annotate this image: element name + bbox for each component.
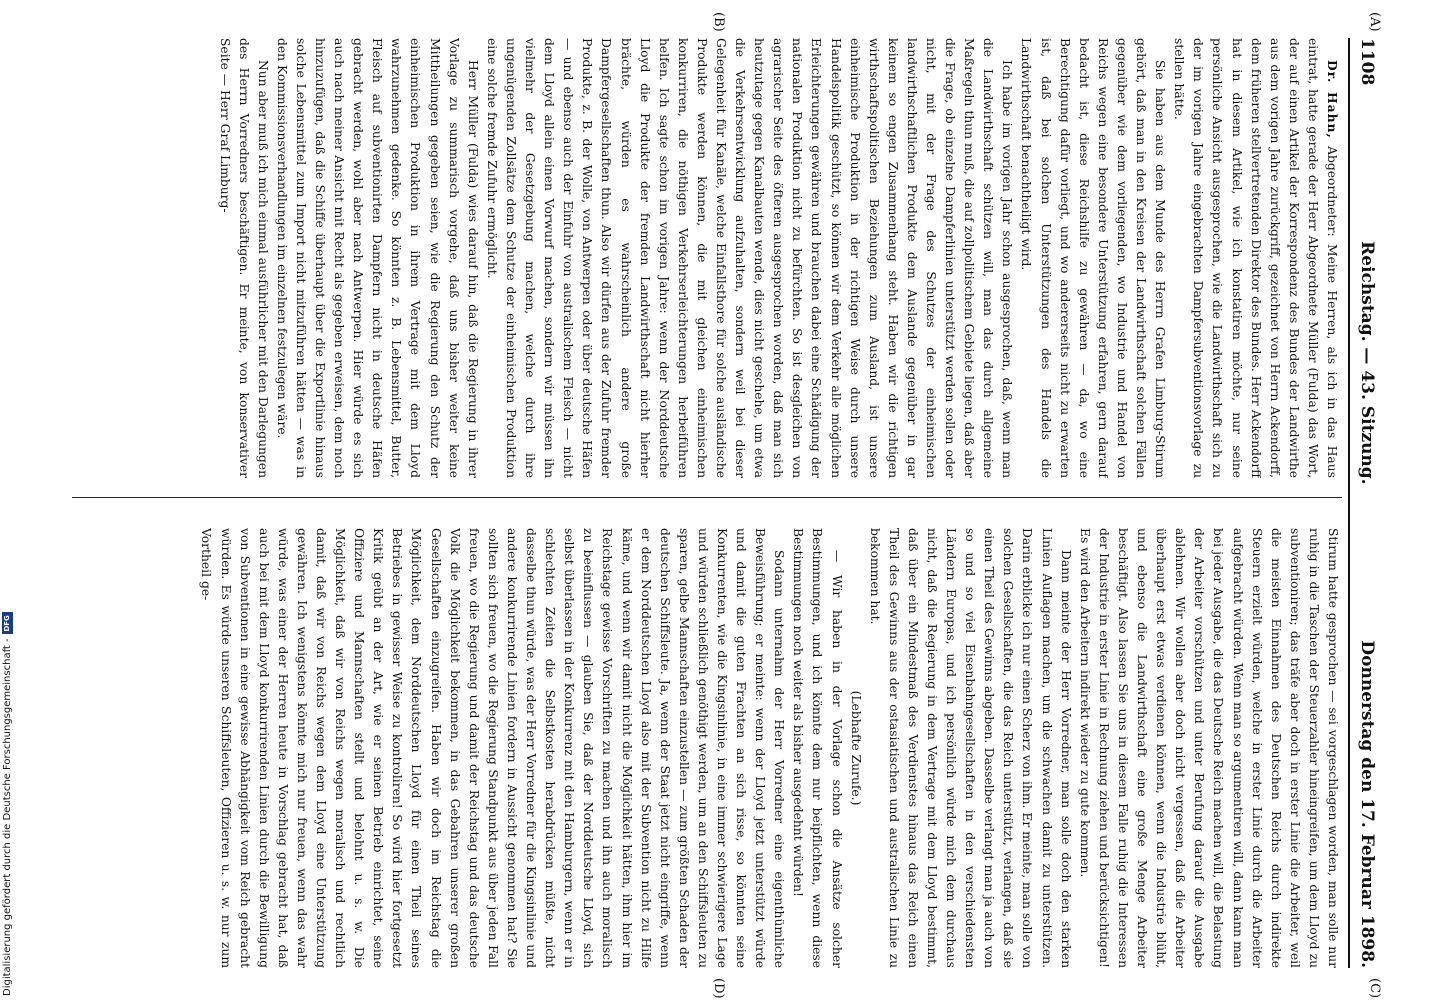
page-number: 1108 [1357, 38, 1377, 86]
margin-marker-a: (A) [1367, 12, 1382, 32]
digitization-note-text: Digitalisierung gefördert durch die Deutsche Forschungsgemeinschaft - [2, 638, 13, 996]
header-rule [1348, 38, 1350, 968]
paragraph: Herr Müller (Fulda) wies darauf hin, daß die Regierung in ihrer Vorlage zu summarisch vorgehe, daß uns bisher weiter keine Mittheilungen gegeben seien, wie die Regierung den Schutz der einheimischen Produktion in ihrem Vertrage mit dem Lloyd wahrzunehmen gedenke. So könnten z. B. Lebensmittel, Butter, Fleisch auf subventionirten Dampfern nicht in deutsche Häfen gebracht werden, wohl aber nach Antwerpen. Hier würde es sich auch nach meiner Ansicht mit Recht als gegeben erweisen, dem noch hinzuzufügen, daß die Schiffe überhaupt über die Exportlinie hinaus solche Lebensmittel zum Import nicht mitzuführen hätten — was in den Kommissionsverhandlungen im einzelnen festzulegen wäre. [274, 38, 480, 478]
paragraph: Stirum hatte gesprochen — sei vorgeschlagen worden, man solle nur ruhig in die Taschen der Steuerzahler hineingreifen, um dem Lloyd zu subventioniren; das träfe aber doch in erster Linie die Arbeiter, weil die meisten Einnahmen des Deutschen Reichs durch indirekte Steuern erzielt würden, welche in erster Linie durch die Arbeiter aufgebracht würden. Wenn man so argumentiren will, dann kann man bei jeder Ausgabe, die das Deutsche Reich machen will, die Belastung der Arbeiter vorschützen und unter Berufung darauf die Ausgabe ablehnen. Wir wollen aber doch nicht vergessen, daß die Arbeiter überhaupt erst etwas verdienen können, wenn die Industrie blüht, und ebenso die Landwirthschaft eine große Menge Arbeiter beschäftigt. Also lassen Sie uns in diesem Falle ruhig die Interessen der Industrie in erster Linie in Rechnung ziehen und berücksichtigen! Es wird den Arbeitern indirekt wieder zu gute kommen. [1077, 528, 1340, 968]
paragraph: Ich habe im vorigen Jahr schon ausgesprochen, daß, wenn man die Landwirthschaft schützen will, man das durch allgemeine Maßregeln thun muß, die auf zollpolitischem Gebiete liegen, daß aber die Frage, ob einzelne Dampferlinien unterstützt werden sollen oder nicht, mit der Frage des Schutzes der einheimischen landwirthschaftlichen Produkte dem Auslande gegenüber in gar keinem so engen Zusammenhang steht. Haben wir die richtigen wirthschaftspolitischen Beziehungen zum Ausland, ist unsere einheimische Produktion in der richtigen Weise durch unsere Handelspolitik geschützt, so können wir dem Verkehr alle möglichen Erleichterungen gewähren und brauchen dabei eine Schädigung der nationalen Produktion nicht zu befürchten. So ist desgleichen von agrarischer Seite des öfteren ausgesprochen worden, daß man sich heutzutage gegen Kanalbauten wende, dies nicht geschehe, um etwa die Verkehrsentwicklung aufzuhalten, sondern weil bei dieser Gelegenheit für Kanäle, welche Einfallsthore für solche ausländische Produkte werden können, die mit gleichen einheimischen konkurriren, die nöthigen Verkehrserleichterungen herbeiführen helfen. Ich sagte schon im vorigen Jahre: wenn der Norddeutsche Lloyd die Produkte der fremden Landwirthschaft nicht hierher brächte, würden es wahrscheinlich andere große Dampfergesellschaften thun. Also wir dürfen aus der Zufuhr fremder Produkte, z. B. der Wolle, von Antwerpen oder über deutsche Häfen — und ebenso auch der Einfuhr von australischem Fleisch — nicht dem Lloyd allein einen Vorwurf machen, sondern wir müssen ihn vielmehr der Gesetzgebung machen, welche durch ihre ungenügenden Zollsätze dem Schutze der einheimischen Produktion eine solche fremde Zufuhr ermöglicht. [484, 38, 1015, 478]
paragraph: Sie haben aus dem Munde des Herrn Grafen Limburg-Stirum gehört, daß man in den Kreisen der Landwirthschaft solchen Fällen gegenüber wie dem vorliegenden, wo Industrie und Handel von Reichs wegen eine besondere Unterstützung erfahren, gern darauf bedacht ist, diese Reichshilfe zu gewähren — da, wo eine Berechtigung dafür vorliegt, und wo andererseits nicht zu erwarten ist, daß bei solchen Unterstützungen des Handels die Landwirthschaft benachtheiligt wird. [1019, 38, 1168, 478]
paragraph: Dann meinte der Herr Vorredner, man solle doch den starken Linien Auflagen machen, um die schwachen damit zu unterstützen. Darin erblicke ich nur einen Scherz von ihm. Er meinte, man solle von solchen Gesellschaften, die das Reich unterstützt, verlangen, daß sie einen Theil des Gewinns abgeben. Dasselbe verlangt man ja auch von so und so viel Eisenbahngesellschaften in den verschiedensten Ländern Europas, und ich persönlich würde mich dem durchaus nicht, daß die Regierung in dem Vertrage mit dem Lloyd bestimmt, daß über ein Mindestmaß des Verdienstes hinaus das Reich einen Theil des Gewinns aus der ostasiatischen und australischen Linie zu bekommen hat. [867, 528, 1073, 968]
right-column [72, 528, 1342, 968]
paragraph [1169, 38, 1342, 478]
paragraph-text: Abgeordneter: Meine Herren, als ich in das Haus eintrat, hatte gerade der Herr Abgeordnete Müller (Fulda) das Wort, der auf einen Artikel der Korrespondenz des Bundes der Landwirthe aus dem vorigen Jahre zurückgriff, gezeichnet von Herrn Ackendorff, dem früheren stellvertretenden Direktor des Bundes. Herr Ackendorff hat in diesem Artikel, wie ich konstatiren möchte, nur seine persönliche Ansicht ausgesprochen, wie die Landwirthschaft sich zu der im vorigen Jahre eingebrachten Dampfersubventionsvorlage zu stellen hätte. [1172, 38, 1339, 478]
dfg-logo: DFG [2, 612, 13, 634]
interjection: (Lebhafte Zurufe.) [848, 690, 863, 806]
paragraph: Sodann unternahm der Herr Vorredner eine eigenthümliche Beweisführung; er meinte: wenn der Lloyd jetzt unterstützt würde und damit die guten Frachten an sich risse, so könnten seine Konkurrenten, wie die Kingsinlinie, in eine immer schwierigere Lage und würden schließlich genöthigt werden, um an den Schiffsleuten zu sparen, gelbe Mannschaften einzustellen — zum größten Schaden der deutschen Schiffsleute. Ja, wenn der Staat jetzt nicht eingriffe, wenn er dem Norddeutschen Lloyd also mit der Subvention nicht zu Hilfe käme, und wenn wir damit nicht die Möglichkeit hätten, ihm hier im Reichstage gewisse Vorschriften zu machen und ihn auch moralisch zu beeinflussen — glauben Sie, daß der Norddeutsche Lloyd, sich selbst überlassen in der Konkurrenz mit den Hamburgern, wenn er in schlechten Zeiten die Selbstkosten herabdrücken müßte, nicht dasselbe thun würde, was der Herr Vorredner für die Kingsinlinie und andere konkurrirende Linien fordern in Aussicht genommen hat? Sie sollten sich freuen, wo die Regierung Standpunkt aus über jeden Fall freuen, wo die Regierung und damit der Reichstag und das deutsche Volk die Möglichkeit bekommen, in das Gebahren unserer großen Gesellschaften einzugreifen. Haben wir doch im Reichstag die Möglichkeit, dem Norddeutschen Lloyd für einen Theil seines Betriebes in gewisser Weise zu kontroliren! So wird hier fortgesetzt Kritik geübt an der Art, wie er seinen Betrieb einrichtet, seine Offiziere und Mannschaften stellt und belohnt u. s. w. Die Möglichkeit, daß wir von Reichs wegen moralisch und rechtlich damit, daß wir von Reichs wegen dem Lloyd eine Unterstützung gewähren. Ich wenigstens könnte mich nur freuen, wenn das wahr würde, was einer der Herren heute in Vorschlag gebracht hat, daß auch bei mit dem Lloyd konkurrirenden Linien durch die Bewilligung von Subventionen in eine gewisse Abhängigkeit vom Reich gebracht würden. Es würde unseren Schiffsleuten, Offizieren u. s. w. nur zum Vortheil ge- [199, 528, 787, 968]
margin-marker-c: (C) [1367, 978, 1382, 999]
margin-marker-b: (B) [711, 12, 726, 32]
page-header [1352, 38, 1382, 968]
paragraph: — Wir haben in der Vorlage schon die Ansätze solcher Bestimmungen, und ich könnte dem nur beipflichten, wenn diese Bestimmungen noch weiter als bisher ausgedehnt würden! [791, 528, 844, 968]
session-title: Reichstag. — 43. Sitzung. [1357, 241, 1377, 485]
speaker-name: Dr. Hahn, [1325, 60, 1340, 139]
paragraph: Nun aber muß ich mich einmal ausführlicher mit den Darlegungen des Herrn Vorredners beschäftigen. Er meinte, von konservativer Seite — Herr Graf Limburg- [217, 38, 270, 478]
margin-marker-d: (D) [711, 978, 726, 999]
left-column [72, 38, 1342, 478]
column-divider [72, 497, 1342, 498]
digitization-note [2, 612, 13, 996]
session-date: Donnerstag den 17. Februar 1898. [1357, 640, 1377, 968]
